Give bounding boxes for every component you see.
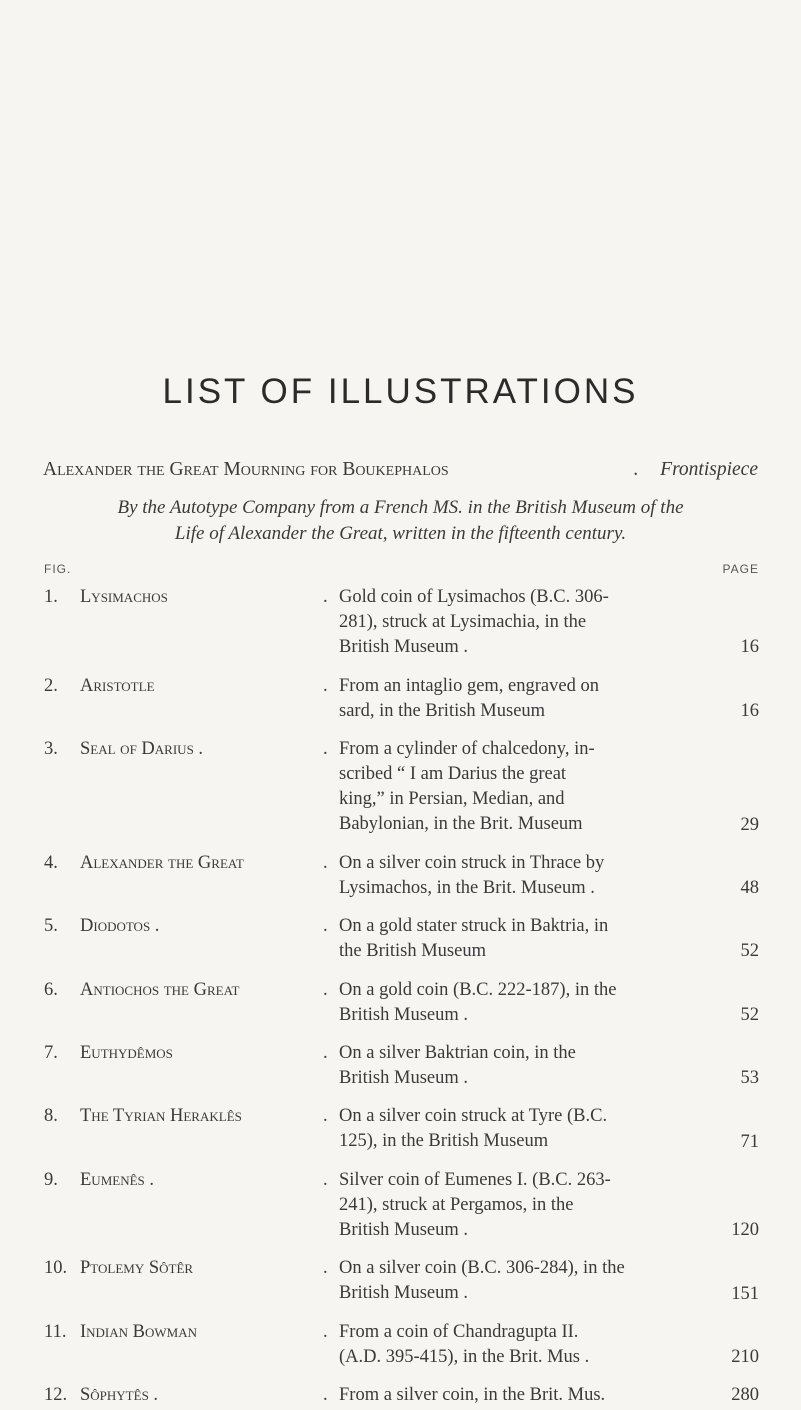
- leader-dots: .: [633, 459, 639, 480]
- leader-dot: .: [323, 852, 328, 873]
- figure-number: 2.: [44, 675, 58, 696]
- description-line: British Museum .: [339, 1219, 468, 1240]
- list-item: [0, 1041, 801, 1091]
- figure-name: Ptolemy Sôtêr: [80, 1258, 194, 1279]
- figure-description: [339, 914, 649, 964]
- figure-description: [339, 978, 649, 1028]
- list-item: [0, 585, 801, 661]
- figure-name: Aristotle: [80, 675, 155, 696]
- figure-description: [339, 851, 649, 901]
- figure-description: [339, 1104, 649, 1154]
- leader-dot: .: [323, 1106, 328, 1127]
- figure-number: 3.: [44, 739, 58, 759]
- description-line: scribed “ I am Darius the great: [339, 764, 567, 784]
- description-line: British Museum .: [339, 1068, 468, 1088]
- page-number: 52: [740, 1004, 759, 1025]
- frontispiece-label: Frontispiece: [660, 459, 758, 480]
- page-number: 16: [740, 700, 759, 721]
- leader-dot: .: [323, 675, 328, 696]
- figure-name: Antiochos the Great: [80, 979, 240, 1000]
- description-line: On a silver coin struck at Tyre (B.C.: [339, 1106, 608, 1127]
- frontispiece-caption: [40, 495, 761, 547]
- description-line: From a cylinder of chalcedony, in-: [339, 739, 595, 759]
- description-line: (A.D. 395-415), in the Brit. Mus .: [339, 1346, 590, 1367]
- caption-line: By the Autotype Company from a French MS. in the British Museum of the: [117, 497, 684, 518]
- frontispiece-line: [43, 459, 758, 481]
- description-line: On a gold stater struck in Baktria, in: [339, 916, 609, 937]
- page-number: 210: [731, 1346, 759, 1367]
- description-line: sard, in the British Museum: [339, 700, 546, 721]
- figure-description: [339, 1320, 649, 1370]
- leader-dot: .: [323, 1169, 328, 1190]
- description-line: On a silver coin (B.C. 306-284), in the: [339, 1258, 625, 1279]
- list-item: [0, 1383, 801, 1408]
- figure-description: [339, 1168, 649, 1243]
- description-line: On a silver coin struck in Thrace by: [339, 852, 605, 873]
- description-line: British Museum .: [339, 1283, 468, 1304]
- figure-number: 9.: [44, 1169, 58, 1190]
- figure-name: Alexander the Great: [80, 852, 244, 873]
- figure-name: Lysimachos: [80, 587, 168, 607]
- figure-number: 1.: [44, 587, 58, 607]
- leader-dot: .: [323, 916, 328, 937]
- page-number: 53: [740, 1068, 759, 1089]
- page-column-header: PAGE: [722, 562, 759, 576]
- figure-description: [339, 674, 649, 724]
- page-number: 52: [740, 941, 759, 962]
- leader-dot: .: [323, 1321, 328, 1342]
- description-line: British Museum .: [339, 1004, 468, 1025]
- frontispiece-subject: Alexander the Great Mourning for Boukephalos: [43, 459, 449, 480]
- page-number: 71: [740, 1131, 759, 1152]
- page-title: LIST OF ILLUSTRATIONS: [162, 372, 639, 411]
- list-item: [0, 737, 801, 838]
- figure-name: Diodotos .: [80, 916, 160, 937]
- leader-dot: .: [323, 1043, 328, 1063]
- page-number: 16: [740, 637, 759, 658]
- figure-description: [339, 737, 649, 837]
- figure-number: 7.: [44, 1043, 58, 1063]
- page-number: 120: [731, 1220, 759, 1241]
- caption-line: Life of Alexander the Great, written in the fifteenth century.: [174, 523, 627, 544]
- description-line: Gold coin of Lysimachos (B.C. 306-: [339, 587, 609, 607]
- figure-number: 6.: [44, 979, 58, 1000]
- leader-dot: .: [323, 587, 328, 607]
- description-line: king,” in Persian, Median, and: [339, 789, 565, 809]
- description-line: 281), struck at Lysimachia, in the: [339, 612, 587, 632]
- description-line: From an intaglio gem, engraved on: [339, 675, 599, 696]
- description-line: British Museum .: [339, 637, 468, 657]
- page-number: 151: [731, 1283, 759, 1304]
- description-line: From a silver coin, in the Brit. Mus.: [339, 1385, 606, 1406]
- list-item: [0, 914, 801, 964]
- figure-number: 4.: [44, 852, 58, 873]
- list-item: [0, 1168, 801, 1244]
- description-line: 125), in the British Museum: [339, 1131, 549, 1152]
- page-number: 48: [740, 877, 759, 898]
- list-item: [0, 851, 801, 901]
- description-line: On a gold coin (B.C. 222-187), in the: [339, 979, 617, 1000]
- figure-name: Eumenês .: [80, 1169, 154, 1190]
- figure-name: The Tyrian Heraklês: [80, 1106, 242, 1127]
- figure-description: [339, 1256, 649, 1306]
- figure-name: Seal of Darius .: [80, 739, 204, 759]
- leader-dot: .: [323, 979, 328, 1000]
- figure-number: 8.: [44, 1106, 58, 1127]
- fig-column-header: FIG.: [44, 562, 72, 576]
- list-item: [0, 1256, 801, 1306]
- description-line: From a coin of Chandragupta II.: [339, 1321, 579, 1342]
- figure-number: 10.: [44, 1258, 68, 1279]
- description-line: 241), struck at Pergamos, in the: [339, 1194, 574, 1215]
- figure-name: Sôphytês .: [80, 1385, 159, 1406]
- description-line: the British Museum: [339, 941, 486, 962]
- list-item: [0, 1104, 801, 1154]
- page-number: 29: [740, 814, 759, 835]
- figure-description: [339, 1383, 649, 1408]
- description-line: On a silver Baktrian coin, in the: [339, 1043, 576, 1063]
- figure-description: [339, 585, 649, 660]
- leader-dot: .: [323, 739, 328, 759]
- description-line: Lysimachos, in the Brit. Museum .: [339, 877, 595, 898]
- page-number: 280: [731, 1385, 759, 1406]
- figure-number: 5.: [44, 916, 58, 937]
- figure-number: 12.: [44, 1385, 68, 1406]
- leader-dot: .: [323, 1258, 328, 1279]
- figure-description: [339, 1041, 649, 1091]
- figure-name: Indian Bowman: [80, 1321, 198, 1342]
- list-item: [0, 978, 801, 1028]
- figure-number: 11.: [44, 1321, 67, 1342]
- list-item: [0, 1320, 801, 1370]
- figure-name: Euthydêmos: [80, 1043, 173, 1063]
- list-item: [0, 674, 801, 724]
- description-line: Babylonian, in the Brit. Museum: [339, 814, 583, 834]
- leader-dot: .: [323, 1385, 328, 1406]
- description-line: Silver coin of Eumenes I. (B.C. 263-: [339, 1169, 611, 1190]
